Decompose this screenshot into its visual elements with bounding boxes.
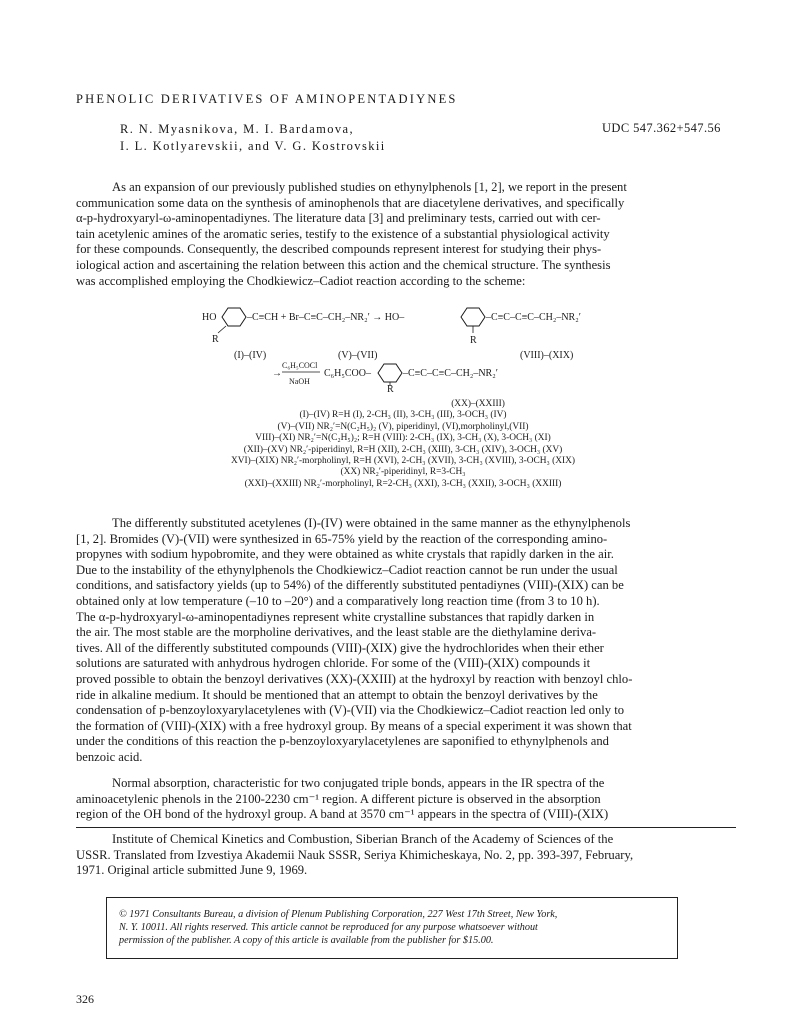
affiliation-line: Institute of Chemical Kinetics and Combustion, Siberian Branch of the Academy of Sciences of the (112, 832, 614, 846)
body-line: ride in alkaline medium. It should be mentioned that an attempt to obtain the benzoyl derivatives by the (76, 687, 598, 702)
affiliation-line: USSR. Translated from Izvestiya Akademii Nauk SSSR, Seriya Khimicheskaya, No. 2, pp. 393-397, February, (76, 847, 634, 862)
authors-line-2: I. L. Kotlyarevskii, and V. G. Kostrovskii (120, 139, 386, 153)
body-line: The α-p-hydroxyaryl-ω-aminopentadiynes represent white crystalline substances that rapidly darken in (76, 609, 595, 624)
body-line: tives. All of the differently substituted compounds (VIII)-(XIX) give the hydrochlorides when their ether (76, 640, 604, 655)
ir-line: Normal absorption, characteristic for two conjugated triple bonds, appears in the IR spectra of the (112, 776, 605, 790)
body-line: obtained only at low temperature (–10 to –20°) and a comparatively long reaction time (from 3 to 10 h). (76, 593, 600, 608)
compound-key-label: (XX)–(XXIII) (451, 399, 505, 409)
body-line: [1, 2]. Bromides (V)-(VII) were synthesized in 65-75% yield by the reaction of the corresponding amino- (76, 531, 608, 546)
copyright-notice (106, 897, 678, 959)
compound-key (150, 399, 656, 490)
udc-code: UDC 547.362+547.56 (602, 121, 721, 135)
scheme-r-bottom: R (387, 384, 394, 392)
intro-paragraph (76, 180, 736, 289)
ir-line: aminoacetylenic phenols in the 2100-2230 cm⁻¹ region. A different picture is observed in the absorption (76, 791, 601, 806)
scheme-label-viii-xix: (VIII)–(XIX) (520, 350, 574, 361)
scheme-product-benzoyl: –C≡C–C≡C–CH₂–NR₂′ (403, 368, 498, 379)
scheme-ho-label: HO (202, 312, 217, 323)
author-list (120, 121, 386, 155)
scheme-reagent-top: C₆H₅COCl (282, 361, 318, 370)
intro-line: communication some data on the synthesis of aminophenols that are diacetylene derivatives, and specifically (76, 195, 625, 210)
scheme-label-v-vii: (V)–(VII) (338, 350, 378, 361)
benzene-ring-icon (378, 364, 402, 382)
intro-line: tain acetylenic amines of the aromatic series, testify to the existence of a substantial physiological activity (76, 226, 610, 241)
intro-line: iological action and ascertaining the relation between this action and the chemical structure. The synthesis (76, 257, 611, 272)
scheme-r-right: R (470, 335, 477, 346)
scheme-label-i-iv: (I)–(IV) (234, 350, 267, 361)
scheme-reagent-bottom: NaOH (289, 377, 310, 386)
compound-key-line: (XII)–(XV) NR₂′-piperidinyl, R=H (XII), 2-CH₃ (XIII), 3-CH₃ (XIV), 3-OCH₃ (XV) (243, 444, 563, 455)
page-number: 326 (76, 992, 94, 1006)
scheme-benzoyl: C₆H₅COO– (324, 368, 371, 379)
ir-line: region of the OH bond of the hydroxyl group. A band at 3570 cm⁻¹ appears in the spectra of (VIII)-(XIX) (76, 807, 609, 822)
body-line: solutions are saturated with anhydrous hydrogen chloride. For some of the (VIII)-(XIX) compounds it (76, 656, 591, 671)
reaction-scheme (190, 300, 660, 392)
body-line: Due to the instability of the ethynylphenols the Chodkiewicz–Cadiot reaction cannot be run under the usual (76, 562, 618, 577)
intro-line: α-p-hydroxyaryl-ω-aminopentadiynes. The literature data [3] and preliminary tests, carried out with cer- (76, 211, 601, 226)
body-line: conditions, and satisfactory yields (up to 54%) of the differently substituted pentadiynes (VIII)-(XIX) can be (76, 578, 624, 593)
body-line: propynes with sodium hypobromite, and they were obtained as white crystals that rapidly darken in the air. (76, 547, 614, 562)
intro-line: was accomplished employing the Chodkiewicz–Cadiot reaction according to the scheme: (76, 273, 526, 288)
compound-key-line: VIII)–(XI) NR₂′=N(C₂H₅)₂; R=H (VIII): 2-CH₃ (IX), 3-CH₃ (X), 3-OCH₃ (XI) (255, 433, 551, 444)
body-line: The differently substituted acetylenes (I)-(IV) were obtained in the same manner as the ethynylphenols (112, 516, 631, 530)
body-line: proved possible to obtain the benzoyl derivatives (XX)-(XXIII) at the hydroxyl by reaction with benzoyl chlo- (76, 671, 633, 686)
body-line: under the conditions of this reaction the p-benzoyloxyarylacetylenes are saponified to ethynylphenols and (76, 734, 609, 749)
article-title: PHENOLIC DERIVATIVES OF AMINOPENTADIYNES (76, 92, 458, 106)
compound-key-line: (XX) NR₂′-piperidinyl, R=3-CH₃ (340, 467, 466, 478)
scheme-r-left: R (212, 334, 219, 345)
affiliation-footnote (76, 832, 736, 879)
scheme-product: –C≡C–C≡C–CH₂–NR₂′ (486, 312, 581, 323)
copyright-line: © 1971 Consultants Bureau, a division of Plenum Publishing Corporation, 227 West 17th Street, New York, (119, 909, 558, 920)
scheme-arrow: → (272, 368, 282, 379)
body-line: the formation of (VIII)-(XIX) with a free hydroxyl group. By means of a special experiment it was shown that (76, 718, 632, 733)
copyright-line: permission of the publisher. A copy of this article is available from the publisher for $15.00. (119, 935, 494, 946)
compound-key-line: (I)–(IV) R=H (I), 2-CH₃ (II), 3-CH₃ (III), 3-OCH₃ (IV) (299, 410, 507, 421)
affiliation-line: 1971. Original article submitted June 9, 1969. (76, 863, 308, 878)
intro-line: for these compounds. Consequently, the described compounds represent interest for studying their phys- (76, 242, 602, 257)
body-line: the air. The most stable are the morpholine derivatives, and the least stable are the diethylamine deriva- (76, 625, 597, 640)
ir-paragraph (76, 776, 736, 823)
authors-line-1: R. N. Myasnikova, M. I. Bardamova, (120, 122, 355, 136)
copyright-line: N. Y. 10011. All rights reserved. This article cannot be reproduced for any purpose whatsoever without (119, 922, 538, 933)
compound-key-line: (V)–(VII) NR₂′=N(C₂H₅)₂ (V), piperidinyl, (VI),morpholinyl,(VII) (277, 421, 529, 432)
compound-key-line: (XXI)–(XXIII) NR₂′-morpholinyl, R=2-CH₃ (XXI), 3-CH₃ (XXII), 3-OCH₃ (XXIII) (244, 478, 562, 489)
compound-key-line: XVI)–(XIX) NR₂′-morpholinyl, R=H (XVI), 2-CH₃ (XVII), 3-CH₃ (XVIII), 3-OCH₃ (XIX) (230, 456, 576, 467)
benzene-ring-icon (461, 308, 485, 326)
body-line: condensation of p-benzoyloxyarylacetylenes with (V)-(VII) via the Chodkiewicz–Cadiot reaction led only to (76, 703, 625, 718)
benzene-ring-icon (222, 308, 246, 326)
footnote-divider (76, 827, 736, 828)
body-line: benzoic acid. (76, 749, 143, 764)
intro-line: As an expansion of our previously published studies on ethynylphenols [1, 2], we report in the present (112, 180, 627, 194)
scheme-reactant: –C≡CH + Br–C≡C–CH₂–NR₂′ → HO– (247, 312, 405, 323)
body-paragraph (76, 516, 736, 766)
